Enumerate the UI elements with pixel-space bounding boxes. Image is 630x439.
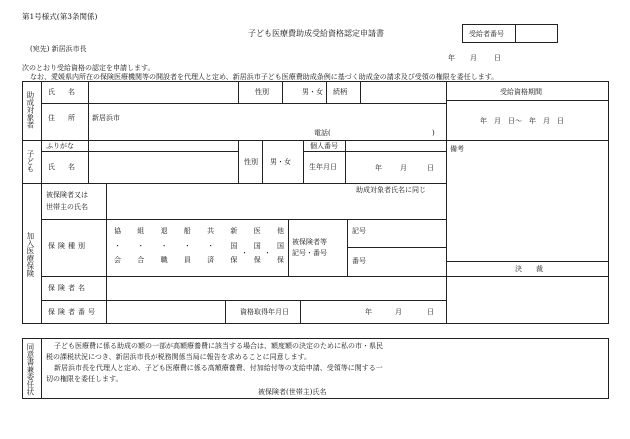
date-year: 年 bbox=[448, 54, 455, 62]
furigana-row-line bbox=[41, 151, 238, 152]
type-sen: 船 bbox=[183, 227, 191, 235]
period-label: 受給資格期間 bbox=[500, 88, 542, 96]
child-section-label: 子ども bbox=[25, 150, 35, 173]
type-koku-2: 国 bbox=[253, 242, 261, 250]
type-mid-dot-2: ・ bbox=[264, 249, 271, 257]
type-dot-2: ・ bbox=[137, 242, 145, 250]
child-furigana-label: ふりがな bbox=[46, 142, 74, 150]
subject-phone-label: 電話( bbox=[314, 129, 331, 137]
acquired-year: 年 bbox=[365, 308, 372, 316]
consent-label-divider bbox=[41, 338, 42, 399]
acquired-month: 月 bbox=[395, 308, 402, 316]
insurance-label-col bbox=[106, 183, 107, 324]
consent-line-3: 新居浜市長を代理人と定め、子ども医療費に係る高額療養費、付加給付等の支給申請、受領等に関する一 bbox=[54, 364, 383, 372]
child-label-col bbox=[88, 140, 89, 183]
type-dot-3: ・ bbox=[160, 242, 168, 250]
signature-field[interactable] bbox=[340, 384, 540, 396]
consent-line-2: 税の課税状況につき、新居浜市長が税務関係当局に報告を求めることに同意します。 bbox=[46, 353, 312, 361]
date-day: 日 bbox=[494, 54, 501, 62]
type-kumi: 組 bbox=[137, 227, 145, 235]
insured-code-label-2: 記号・番号 bbox=[292, 249, 327, 257]
type-koku-3: 国 bbox=[276, 242, 284, 250]
child-birthdate-label: 生年月日 bbox=[309, 163, 337, 171]
section-label-divider bbox=[41, 81, 42, 324]
acquired-col bbox=[225, 300, 226, 324]
acquired-date-label: 資格取得年月日 bbox=[240, 308, 289, 316]
child-name-label: 氏 名 bbox=[48, 163, 78, 171]
child-gender-value-col bbox=[262, 140, 263, 183]
child-insurance-separator bbox=[22, 183, 446, 184]
insurer-name-label: 保険者名 bbox=[48, 284, 88, 292]
subject-name-row-line bbox=[41, 103, 446, 104]
insurance-type-grid[interactable] bbox=[114, 226, 284, 270]
same-as-subject[interactable]: 助成対象者氏名に同じ bbox=[356, 186, 426, 194]
type-kyo2: 共 bbox=[207, 227, 215, 235]
type-kyo: 協 bbox=[114, 227, 121, 235]
gender-col-divider bbox=[238, 81, 239, 103]
subject-name-field[interactable] bbox=[88, 81, 238, 103]
type-dot-1: ・ bbox=[114, 242, 121, 250]
remarks-label: 備考 bbox=[450, 145, 464, 153]
type-tai: 退 bbox=[160, 227, 168, 235]
type-i: 医 bbox=[253, 227, 261, 235]
acquired-day: 日 bbox=[427, 308, 434, 316]
intro-line-2: なお、愛媛県内所在の保険医療機関等の開設者を代理人と定め、新居浜市子ども医療費助成条例に基づく助成金の請求及び受領の権限を委任します。 bbox=[30, 73, 499, 81]
addressee: (宛先) 新居浜市長 bbox=[30, 45, 87, 53]
subject-address-value[interactable]: 新居浜市 bbox=[92, 114, 120, 122]
date-month: 月 bbox=[470, 54, 477, 62]
recipient-number-divider bbox=[515, 24, 516, 43]
period-value[interactable]: 年 月 日〜 年 月 日 bbox=[480, 117, 564, 125]
child-gender-col bbox=[238, 140, 239, 183]
insured-row-line bbox=[41, 219, 446, 220]
personal-value-col bbox=[345, 140, 346, 183]
subject-relation-label: 続柄 bbox=[333, 88, 347, 96]
type-row-line bbox=[41, 276, 446, 277]
child-gender-options[interactable]: 男・女 bbox=[270, 158, 291, 166]
acquired-value-col bbox=[300, 300, 301, 324]
child-gender-label: 性別 bbox=[244, 158, 258, 166]
intro-line-1: 次のとおり受給資格の認定を申請します。 bbox=[22, 64, 155, 72]
type-in: 員 bbox=[183, 256, 191, 264]
insurance-section-label: 加入医療保険 bbox=[25, 232, 35, 277]
subject-phone-close: ) bbox=[432, 129, 435, 137]
document-title: 子ども医療費助成受給資格認定申請書 bbox=[248, 29, 384, 38]
consent-section-label: 同意書兼委任状 bbox=[25, 343, 35, 396]
child-personal-col bbox=[303, 140, 304, 183]
type-koku-1: 国 bbox=[230, 242, 238, 250]
subject-name-label: 氏 名 bbox=[48, 88, 78, 96]
insured-name-label-1: 被保険者又は bbox=[46, 191, 88, 199]
relation-col-divider bbox=[326, 81, 327, 103]
relation-value-divider bbox=[360, 81, 361, 103]
type-kai: 会 bbox=[114, 256, 121, 264]
subject-child-separator bbox=[22, 140, 446, 141]
type-ho-1: 保 bbox=[230, 256, 238, 264]
right-column-divider bbox=[446, 81, 447, 324]
subject-gender-label: 性別 bbox=[255, 88, 269, 96]
type-sai: 済 bbox=[207, 256, 215, 264]
type-go: 合 bbox=[137, 256, 145, 264]
birth-month: 月 bbox=[400, 164, 407, 172]
decision-box-line bbox=[446, 276, 609, 277]
form-number: 第1号様式(第3条関係) bbox=[22, 12, 98, 21]
subject-section-label: 助成対象者 bbox=[25, 91, 35, 129]
type-dot-5: ・ bbox=[207, 242, 215, 250]
type-shoku: 職 bbox=[160, 256, 168, 264]
decision-row-line bbox=[446, 261, 609, 262]
insured-name-label-2: 世帯主の氏名 bbox=[46, 203, 88, 211]
type-ho-3: 保 bbox=[276, 256, 284, 264]
birth-day: 日 bbox=[427, 164, 434, 172]
subject-address-label: 住 所 bbox=[48, 114, 78, 122]
consent-line-1: 子ども医療費に係る助成の額の一部が高額療養費に該当する場合は、額度額の決定のために私の市・県民 bbox=[54, 342, 383, 350]
type-dot-4: ・ bbox=[183, 242, 191, 250]
child-personal-no-label: 個人番号 bbox=[310, 142, 338, 150]
type-shin: 新 bbox=[230, 227, 238, 235]
consent-line-4: 切の権限を委任します。 bbox=[46, 375, 123, 383]
insured-code-label-1: 被保険者等 bbox=[292, 238, 327, 246]
remarks-row-line bbox=[446, 140, 609, 141]
personal-no-row-line bbox=[303, 151, 446, 152]
insurer-number-label: 保険者番号 bbox=[48, 308, 98, 316]
number-label: 番号 bbox=[352, 257, 366, 265]
recipient-number-label: 受給者番号 bbox=[469, 30, 504, 38]
type-ta: 他 bbox=[276, 227, 284, 235]
type-ho-2: 保 bbox=[253, 256, 261, 264]
decision-label: 決 裁 bbox=[515, 265, 543, 273]
type-mid-dot-1: ・ bbox=[241, 249, 248, 257]
symbol-label: 記号 bbox=[352, 227, 366, 235]
birth-year: 年 bbox=[375, 164, 382, 172]
symbol-number-separator bbox=[347, 247, 446, 248]
gender-value-divider bbox=[282, 81, 283, 103]
period-row-line bbox=[446, 100, 609, 101]
insurance-type-label: 保険種別 bbox=[48, 242, 88, 250]
signature-label: 被保険者(世帯主)氏名 bbox=[258, 388, 327, 396]
insured-code-col bbox=[288, 219, 289, 276]
insurer-name-row-line bbox=[41, 300, 446, 301]
subject-gender-options[interactable]: 男・女 bbox=[302, 88, 323, 96]
